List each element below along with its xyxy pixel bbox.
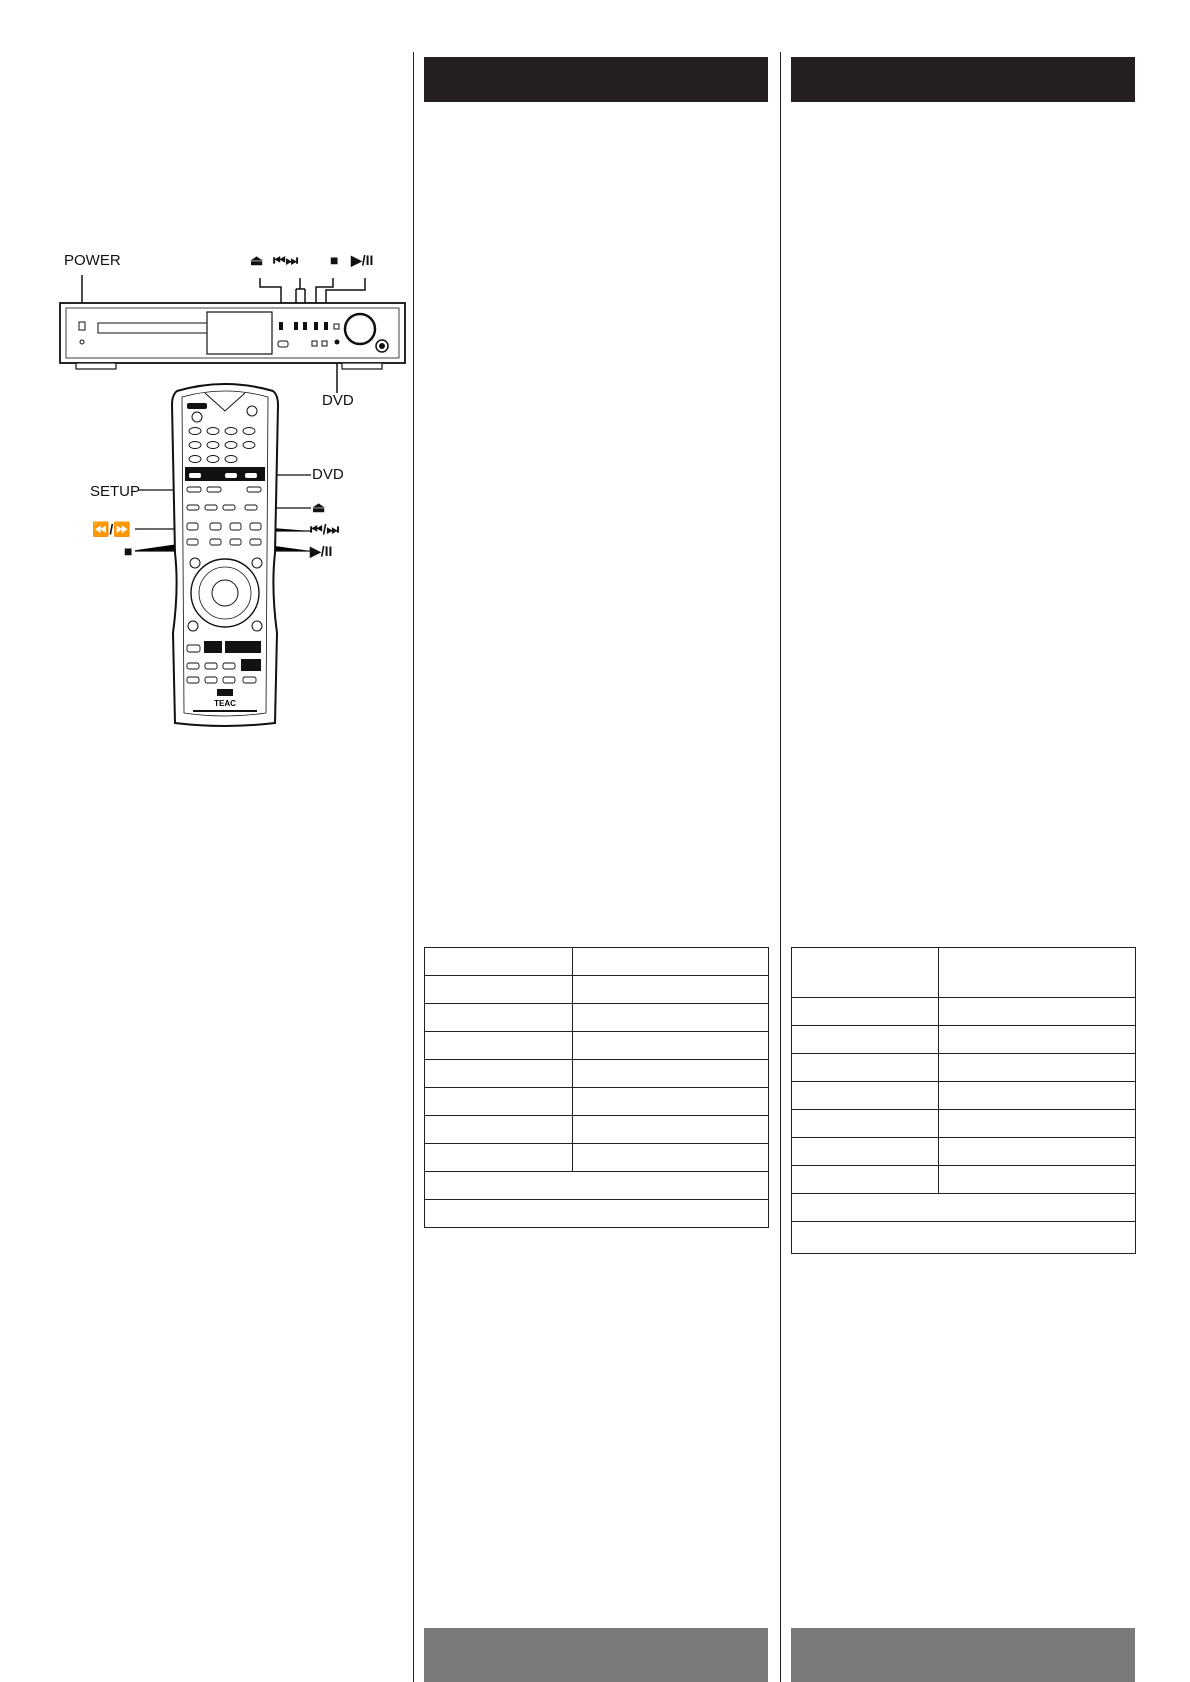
label-remote-dvd: DVD [312, 466, 344, 483]
spec-table-middle [424, 947, 769, 1228]
label-remote-search: ⏪/⏩ [92, 521, 131, 537]
remote-control-illustration [135, 383, 315, 733]
main-unit-illustration [50, 265, 410, 395]
column-divider-1 [413, 52, 414, 1682]
label-unit-skip: ⏮⏭ [273, 252, 299, 268]
label-remote-eject: ⏏ [312, 499, 326, 515]
footer-bar-right [791, 1628, 1135, 1682]
label-unit-dvd: DVD [322, 392, 354, 409]
spec-table-right [791, 947, 1136, 1254]
label-remote-skip: ⏮/⏭ [310, 521, 340, 537]
label-unit-play-pause: ▶/II [351, 252, 374, 268]
section-header-bar-right [791, 57, 1135, 102]
label-unit-eject: ⏏ [250, 252, 264, 268]
section-header-bar-middle [424, 57, 768, 102]
label-power: POWER [64, 252, 121, 269]
footer-bar-middle [424, 1628, 768, 1682]
label-remote-play-pause: ▶/II [310, 543, 333, 559]
label-remote-setup: SETUP [90, 483, 141, 500]
label-unit-stop: ■ [330, 252, 339, 268]
remote-brand-logo: TEAC [214, 699, 236, 708]
label-remote-stop: ■ [124, 543, 133, 559]
column-divider-2 [780, 52, 781, 1682]
